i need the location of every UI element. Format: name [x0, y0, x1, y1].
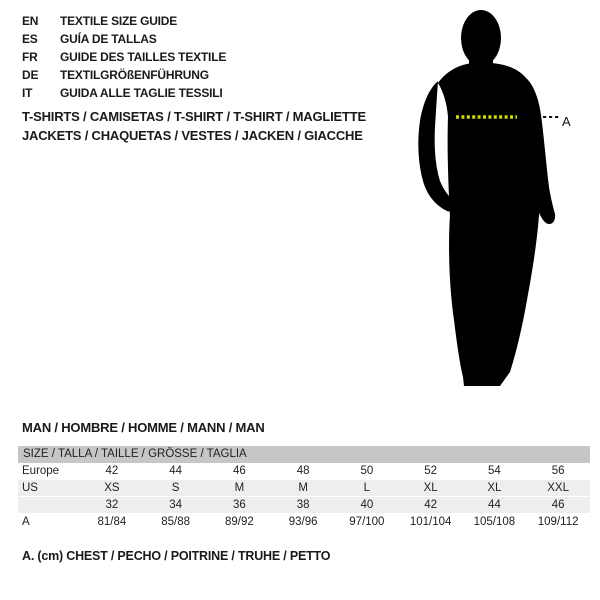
- size-cell: XS: [104, 482, 120, 494]
- size-table-header: SIZE / TALLA / TAILLE / GRÖSSE / TAGLIA: [18, 446, 590, 463]
- man-silhouette-svg: [410, 5, 570, 400]
- table-row-europe: [18, 463, 590, 480]
- size-cell: 89/92: [224, 516, 254, 528]
- size-cell: 56: [551, 465, 565, 477]
- size-cell: M: [234, 482, 245, 494]
- table-row-chest: [18, 514, 590, 531]
- measurement-footnote: A. (cm) CHEST / PECHO / POITRINE / TRUHE / PETTO: [22, 549, 331, 563]
- size-cell: XXL: [547, 482, 569, 494]
- size-cell: 42: [105, 465, 119, 477]
- table-row-uk: [18, 497, 590, 514]
- size-cell: S: [171, 482, 180, 494]
- language-code: ES: [22, 32, 38, 46]
- size-cell: 105/108: [473, 516, 516, 528]
- language-text: GUÍA DE TALLAS: [60, 32, 157, 46]
- size-cell: 40: [360, 499, 374, 511]
- row-label: Europe: [22, 465, 60, 477]
- language-text: TEXTILE SIZE GUIDE: [60, 14, 178, 28]
- size-cell: 50: [360, 465, 374, 477]
- size-cell: 46: [232, 465, 246, 477]
- size-cell: 93/96: [288, 516, 318, 528]
- size-cell: 85/88: [161, 516, 191, 528]
- language-list: [22, 12, 226, 102]
- measurement-label-a: A: [562, 114, 571, 129]
- language-code: IT: [22, 86, 33, 100]
- language-row: [22, 30, 226, 48]
- size-cell: 32: [105, 499, 119, 511]
- size-cell: 54: [487, 465, 501, 477]
- category-list: [22, 107, 366, 145]
- category-jackets: JACKETS / CHAQUETAS / VESTES / JACKEN / GIACCHE: [22, 128, 363, 143]
- size-cell: XL: [487, 482, 502, 494]
- language-text: TEXTILGRÖßENFÜHRUNG: [60, 68, 209, 82]
- size-cell: 97/100: [349, 516, 385, 528]
- size-cell: L: [363, 482, 371, 494]
- size-cell: 109/112: [537, 516, 579, 528]
- legs-shape: [449, 215, 539, 386]
- language-row: [22, 66, 226, 84]
- language-row: [22, 84, 226, 102]
- section-title-man: MAN / HOMBRE / HOMME / MANN / MAN: [22, 420, 265, 435]
- row-label: US: [22, 482, 38, 494]
- size-cell: 48: [296, 465, 310, 477]
- size-cell: XL: [423, 482, 438, 494]
- language-code: EN: [22, 14, 39, 28]
- size-cell: 44: [487, 499, 501, 511]
- size-cell: 46: [551, 499, 565, 511]
- size-table: [18, 446, 590, 531]
- size-cell: 52: [424, 465, 438, 477]
- size-cell: 38: [296, 499, 310, 511]
- language-code: FR: [22, 50, 38, 64]
- row-label: [18, 497, 80, 513]
- language-row: [22, 48, 226, 66]
- size-cell: 44: [169, 465, 183, 477]
- language-text: GUIDE DES TAILLES TEXTILE: [60, 50, 227, 64]
- table-row-us: [18, 480, 590, 497]
- size-cell: 81/84: [97, 516, 127, 528]
- language-code: DE: [22, 68, 39, 82]
- language-row: [22, 12, 226, 30]
- size-cell: 36: [232, 499, 246, 511]
- size-cell: 42: [424, 499, 438, 511]
- size-cell: M: [298, 482, 308, 494]
- man-silhouette-figure: [410, 5, 570, 400]
- language-text: GUIDA ALLE TAGLIE TESSILI: [60, 86, 223, 100]
- category-tshirts: T-SHIRTS / CAMISETAS / T-SHIRT / T-SHIRT / MAGLIETTE: [22, 109, 366, 124]
- size-cell: 34: [169, 499, 183, 511]
- row-label: A: [22, 516, 30, 528]
- size-cell: 101/104: [409, 516, 452, 528]
